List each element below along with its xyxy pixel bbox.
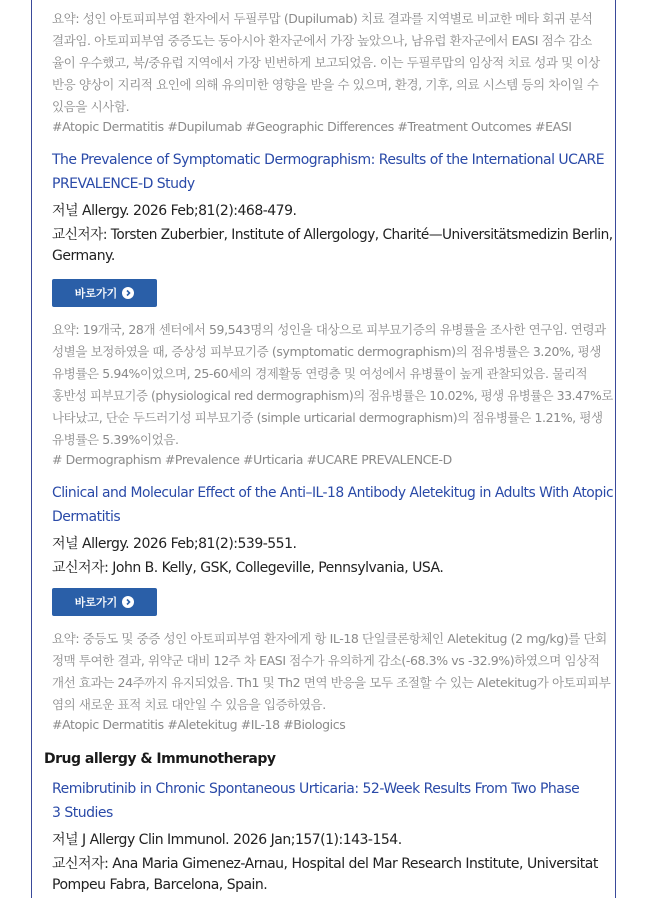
summary-line: 요약: 19개국, 28개 센터에서 59,543명의 성인을 대상으로 피부묘기증의 유병률을 조사한 연구임. 연령과 <box>52 322 606 337</box>
article-tags: #Atopic Dermatitis #Dupilumab #Geographic Differences #Treatment Outcomes #EASI <box>52 119 572 134</box>
summary-line: 성별을 보정하였을 때, 증상성 피부묘기증 (symptomatic dermographism)의 점유병률은 3.20%, 평생 <box>52 344 602 359</box>
corresponding-author: Germany. <box>52 248 115 264</box>
summary-line: 정맥 투여한 결과, 위약군 대비 12주 차 EASI 점수가 유의하게 감소(-68.3% vs -32.9%)하였으며 임상적 <box>52 653 600 668</box>
goto-button-label: 바로가기 <box>74 596 118 609</box>
summary-line: 개선 효과는 24주까지 유지되었음. Th1 및 Th2 면역 반응을 모두 조절할 수 있는 Aletekitug가 아토피피부 <box>52 675 611 690</box>
article-title-link[interactable]: Clinical and Molecular Effect of the Anti–IL-18 Antibody Aletekitug in Adults With Atopic <box>52 485 614 501</box>
summary-line: 결과임. 아토피피부염 중증도는 동아시아 환자군에서 가장 높았으나, 남유럽 환자군에서 EASI 점수 감소 <box>52 33 592 48</box>
summary-line: 유병률은 5.94%이었으며, 25-60세의 경제활동 연령층 및 여성에서 유병률이 높게 관찰되었음. 물리적 <box>52 366 588 381</box>
corresponding-author: 교신저자: Ana Maria Gimenez-Arnau, Hospital del Mar Research Institute, Universitat <box>52 856 598 872</box>
summary-line: 홍반성 피부묘기증 (physiological red dermographism)의 점유병률은 10.02%, 평생 유병률은 33.47%로 <box>52 388 613 403</box>
article-title-link[interactable]: 3 Studies <box>52 805 113 821</box>
section-heading: Drug allergy & Immunotherapy <box>44 751 276 767</box>
article-title-link[interactable]: PREVALENCE-D Study <box>52 176 195 192</box>
journal-citation: 저널 J Allergy Clin Immunol. 2026 Jan;157(1):143-154. <box>52 832 402 848</box>
summary-line: 있음을 시사함. <box>52 99 130 114</box>
journal-citation: 저널 Allergy. 2026 Feb;81(2):539-551. <box>52 536 297 552</box>
corresponding-author: 교신저자: Torsten Zuberbier, Institute of Allergology, Charité—Universitätsmedizin Berlin, <box>52 227 613 243</box>
chevron-right-circle-icon <box>122 596 134 608</box>
article-tags: #Atopic Dermatitis #Aletekitug #IL-18 #Biologics <box>52 717 346 732</box>
summary-line: 요약: 중등도 및 중증 성인 아토피피부염 환자에게 항 IL-18 단일클론항체인 Aletekitug (2 mg/kg)를 단회 <box>52 631 607 646</box>
summary-line: 유병률은 5.39%이었음. <box>52 432 179 447</box>
summary-line: 나타났고, 단순 두드러기성 피부묘기증 (simple urticarial dermographism)의 점유병률은 1.21%, 평생 <box>52 410 603 425</box>
article-title-link[interactable]: The Prevalence of Symptomatic Dermographism: Results of the International UCARE <box>52 152 605 168</box>
chevron-right-circle-icon <box>122 287 134 299</box>
article-title-link[interactable]: Dermatitis <box>52 509 121 525</box>
article-title-link[interactable]: Remibrutinib in Chronic Spontaneous Urticaria: 52-Week Results From Two Phase <box>52 781 580 797</box>
summary-line: 요약: 성인 아토피피부염 환자에서 두필루맙 (Dupilumab) 치료 결과를 지역별로 비교한 메타 회귀 분석 <box>52 11 593 26</box>
corresponding-author: 교신저자: John B. Kelly, GSK, Collegeville, Pennsylvania, USA. <box>52 560 444 576</box>
goto-button[interactable] <box>52 588 157 616</box>
goto-button-label: 바로가기 <box>74 287 118 300</box>
corresponding-author: Pompeu Fabra, Barcelona, Spain. <box>52 877 268 893</box>
summary-line: 반응 양상이 지리적 요인에 의해 유의미한 영향을 받을 수 있으며, 환경, 기후, 의료 시스템 등의 차이일 수 <box>52 77 599 92</box>
journal-citation: 저널 Allergy. 2026 Feb;81(2):468-479. <box>52 203 297 219</box>
summary-line: 율이 우수했고, 북/중유럽 지역에서 가장 빈번하게 보고되었음. 이는 두필루맙의 임상적 치료 성과 및 이상 <box>52 55 600 70</box>
summary-line: 염의 새로운 표적 치료 대안일 수 있음을 입증하였음. <box>52 697 326 712</box>
goto-button[interactable] <box>52 279 157 307</box>
article-tags: # Dermographism #Prevalence #Urticaria #UCARE PREVALENCE-D <box>52 452 452 467</box>
